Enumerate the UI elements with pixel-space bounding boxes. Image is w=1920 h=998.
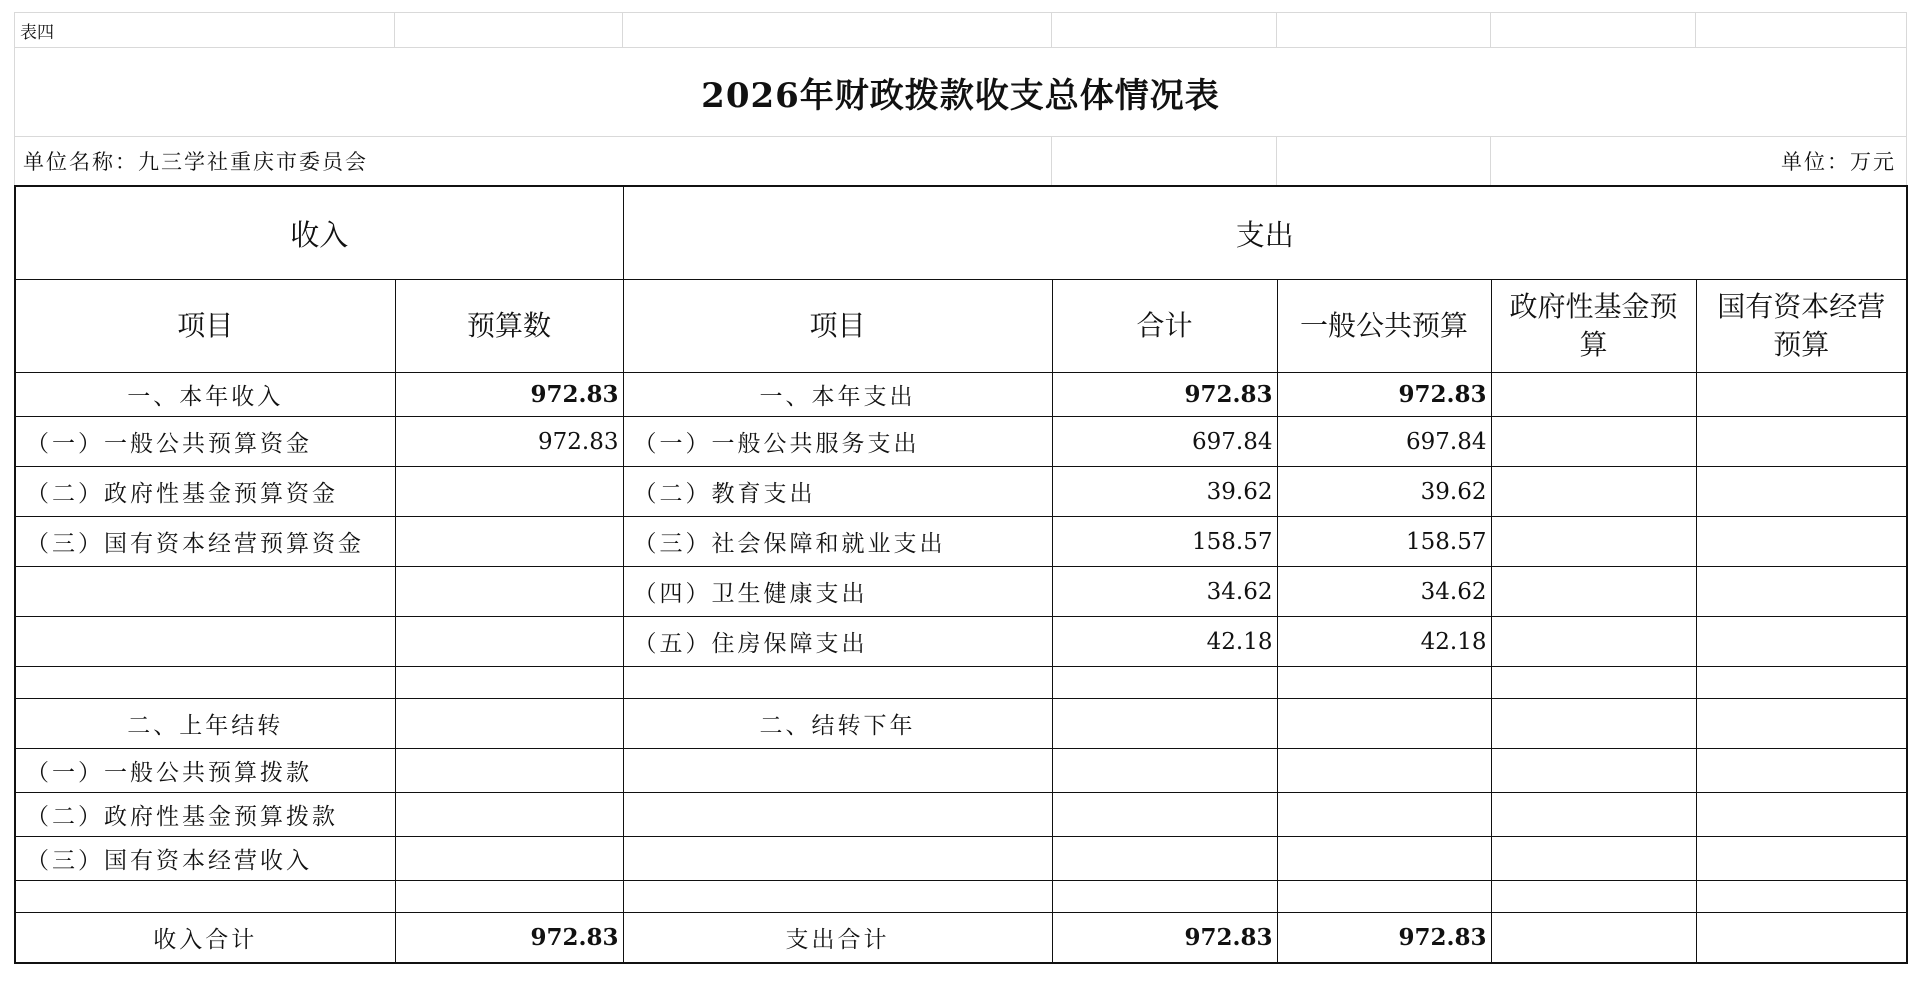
income-total-amount: 972.83 [395,913,623,964]
expense-total: 39.62 [1052,467,1277,517]
expense-total-label: 支出合计 [623,913,1052,964]
table-row [15,517,1907,567]
expense-item: （二）教育支出 [623,467,1052,517]
expense-item: （一）一般公共服务支出 [623,417,1052,467]
expense-total: 42.18 [1052,617,1277,667]
gov-fund-header: 政府性基金预算 [1491,280,1696,373]
income-item: 二、上年结转 [15,699,395,749]
income-header: 收入 [15,186,623,280]
table-row [15,617,1907,667]
income-item: （一）一般公共预算拨款 [15,749,395,793]
page-title: 2026年财政拨款收支总体情况表 [15,48,1907,137]
expense-total: 972.83 [1052,373,1277,417]
expense-total-amount: 972.83 [1052,913,1277,964]
income-amount: 972.83 [395,417,623,467]
table-row [15,749,1907,793]
totals-row [15,913,1907,964]
table-row [15,699,1907,749]
table-row [15,417,1907,467]
expense-general: 697.84 [1277,417,1491,467]
table-row [15,837,1907,881]
income-total-label: 收入合计 [15,913,395,964]
income-item: （二）政府性基金预算拨款 [15,793,395,837]
expense-general: 39.62 [1277,467,1491,517]
expense-item: （三）社会保障和就业支出 [623,517,1052,567]
unit-label: 单位：万元 [1491,137,1907,186]
income-item: （三）国有资本经营预算资金 [15,517,395,567]
expense-item: （五）住房保障支出 [623,617,1052,667]
income-amount [395,617,623,667]
sheet-label: 表四 [15,13,395,48]
expense-total: 158.57 [1052,517,1277,567]
table-row [15,881,1907,913]
expense-general: 972.83 [1277,373,1491,417]
income-amount [395,517,623,567]
state-capital-header: 国有资本经营预算 [1696,280,1907,373]
unit-name: 单位名称：九三学社重庆市委员会 [15,137,1052,186]
expense-item: （四）卫生健康支出 [623,567,1052,617]
expense-item: 一、本年支出 [623,373,1052,417]
income-item-header: 项目 [15,280,395,373]
expense-item-header: 项目 [623,280,1052,373]
income-amount [395,567,623,617]
expense-general: 42.18 [1277,617,1491,667]
income-budget-header: 预算数 [395,280,623,373]
income-item: （三）国有资本经营收入 [15,837,395,881]
table-row [15,373,1907,417]
income-item [15,567,395,617]
expense-item: 二、结转下年 [623,699,1052,749]
budget-sheet [14,12,1908,964]
expense-total: 34.62 [1052,567,1277,617]
table-row [15,567,1907,617]
expense-general-total: 972.83 [1277,913,1491,964]
total-header: 合计 [1052,280,1277,373]
expense-total: 697.84 [1052,417,1277,467]
income-amount [395,467,623,517]
expense-general: 158.57 [1277,517,1491,567]
budget-table [14,185,1908,964]
income-item: （一）一般公共预算资金 [15,417,395,467]
income-item: （二）政府性基金预算资金 [15,467,395,517]
income-amount: 972.83 [395,373,623,417]
expense-general: 34.62 [1277,567,1491,617]
income-item [15,617,395,667]
table-row [15,793,1907,837]
table-row [15,467,1907,517]
expense-header: 支出 [623,186,1907,280]
income-item: 一、本年收入 [15,373,395,417]
general-budget-header: 一般公共预算 [1277,280,1491,373]
sheet-header-grid [14,12,1907,186]
table-row [15,667,1907,699]
